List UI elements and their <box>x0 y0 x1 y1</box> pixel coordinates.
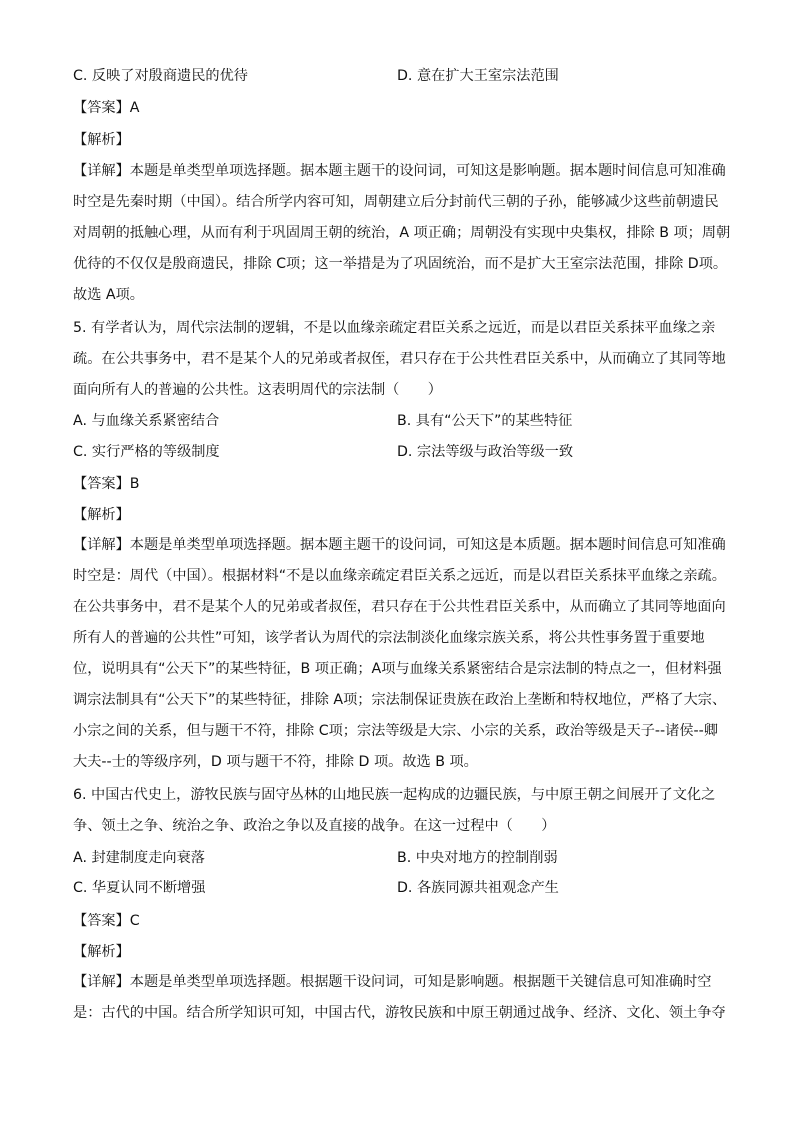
q5-stem-line: 疏。在公共事务中，君不是某个人的兄弟或者叔侄，君只存在于公共性君臣关系中，从而确立了其同等地 <box>73 351 726 367</box>
q5-analysis-label: 【解析】 <box>73 507 130 523</box>
q6-option-b: B. 中央对地方的控制削弱 <box>397 850 558 866</box>
q4-detail-line: 对周朝的抵触心理，从而有利于巩固周王朝的统治，A 项正确；周朝没有实现中央集权，排除 B 项；周朝 <box>73 225 731 241</box>
q6-stem-line: 6. 中国古代史上，游牧民族与固守丛林的山地民族一起构成的边疆民族，与中原王朝之间展开了文化之 <box>73 787 716 803</box>
q4-answer: 【答案】A <box>73 100 140 116</box>
q5-detail-line: 小宗之间的关系，但与题干不符，排除 C项；宗法等级是大宗、小宗的关系，政治等级是天子--诸侯--卿 <box>73 723 718 739</box>
q6-option-d: D. 各族同源共祖观念产生 <box>397 880 559 896</box>
q5-detail-line: 【详解】本题是单类型单项选择题。据本题主题干的设问词，可知这是本质题。据本题时间信息可知准确 <box>73 537 726 553</box>
q4-analysis-label: 【解析】 <box>73 132 130 148</box>
q4-detail-line: 时空是先秦时期（中国）。结合所学内容可知，周朝建立后分封前代三朝的子孙，能够减少这些前朝遗民 <box>73 194 719 210</box>
q5-answer: 【答案】B <box>73 476 140 492</box>
q5-option-a: A. 与血缘关系紧密结合 <box>73 413 220 429</box>
q5-option-d: D. 宗法等级与政治等级一致 <box>397 444 574 460</box>
q4-detail-line: 优待的不仅仅是殷商遗民，排除 C项；这一举措是为了巩固统治，而不是扩大王室宗法范围，排除 D项。 <box>73 256 728 272</box>
q6-option-c: C. 华夏认同不断增强 <box>73 880 206 896</box>
q4-detail-line: 【详解】本题是单类型单项选择题。据本题主题干的设问词，可知这是影响题。据本题时间信息可知准确 <box>73 163 726 179</box>
q5-detail-line: 位，说明具有“公天下”的某些特征，B 项正确；A项与血缘关系紧密结合是宗法制的特点之一，但材料强 <box>73 661 722 677</box>
q6-option-a: A. 封建制度走向衰落 <box>73 850 205 866</box>
q6-detail-line: 【详解】本题是单类型单项选择题。根据题干设问词，可知是影响题。根据题干关键信息可知准确时空 <box>73 974 712 990</box>
q5-option-b: B. 具有“公天下”的某些特征 <box>397 413 573 429</box>
q6-detail-line: 是：古代的中国。结合所学知识可知，中国古代，游牧民族和中原王朝通过战争、经济、文化、领土争夺 <box>73 1005 726 1021</box>
q5-detail-line: 时空是：周代（中国）。根据材料“不是以血缘亲疏定君臣关系之远近，而是以君臣关系抹平血缘之亲疏。 <box>73 568 726 584</box>
q5-stem-line: 面向所有人的普遍的公共性。这表明周代的宗法制（ ） <box>73 382 442 398</box>
q5-detail-line: 大夫--士的等级序列，D 项与题干不符，排除 D 项。故选 B 项。 <box>73 754 478 770</box>
q5-detail-line: 在公共事务中，君不是某个人的兄弟或者叔侄，君只存在于公共性君臣关系中，从而确立了其同等地面向 <box>73 599 726 615</box>
q6-stem-line: 争、领土之争、统治之争、政治之争以及直接的战争。在这一过程中（ ） <box>73 818 556 834</box>
q5-option-c: C. 实行严格的等级制度 <box>73 444 220 460</box>
q5-stem-line: 5. 有学者认为，周代宗法制的逻辑，不是以血缘亲疏定君臣关系之远近，而是以君臣关系抹平血缘之亲 <box>73 320 716 336</box>
q6-analysis-label: 【解析】 <box>73 944 130 960</box>
q5-detail-line: 所有人的普遍的公共性”可知，该学者认为周代的宗法制淡化血缘宗族关系，将公共性事务置于重要地 <box>73 630 705 646</box>
q4-option-d: D. 意在扩大王室宗法范围 <box>397 68 559 84</box>
q5-detail-line: 调宗法制具有“公天下”的某些特征，排除 A项；宗法制保证贵族在政治上垄断和特权地位，严格了大宗、 <box>73 692 727 708</box>
q6-answer: 【答案】C <box>73 913 140 929</box>
q4-detail-line: 故选 A项。 <box>73 287 144 303</box>
q4-option-c: C. 反映了对殷商遗民的优待 <box>73 68 248 84</box>
